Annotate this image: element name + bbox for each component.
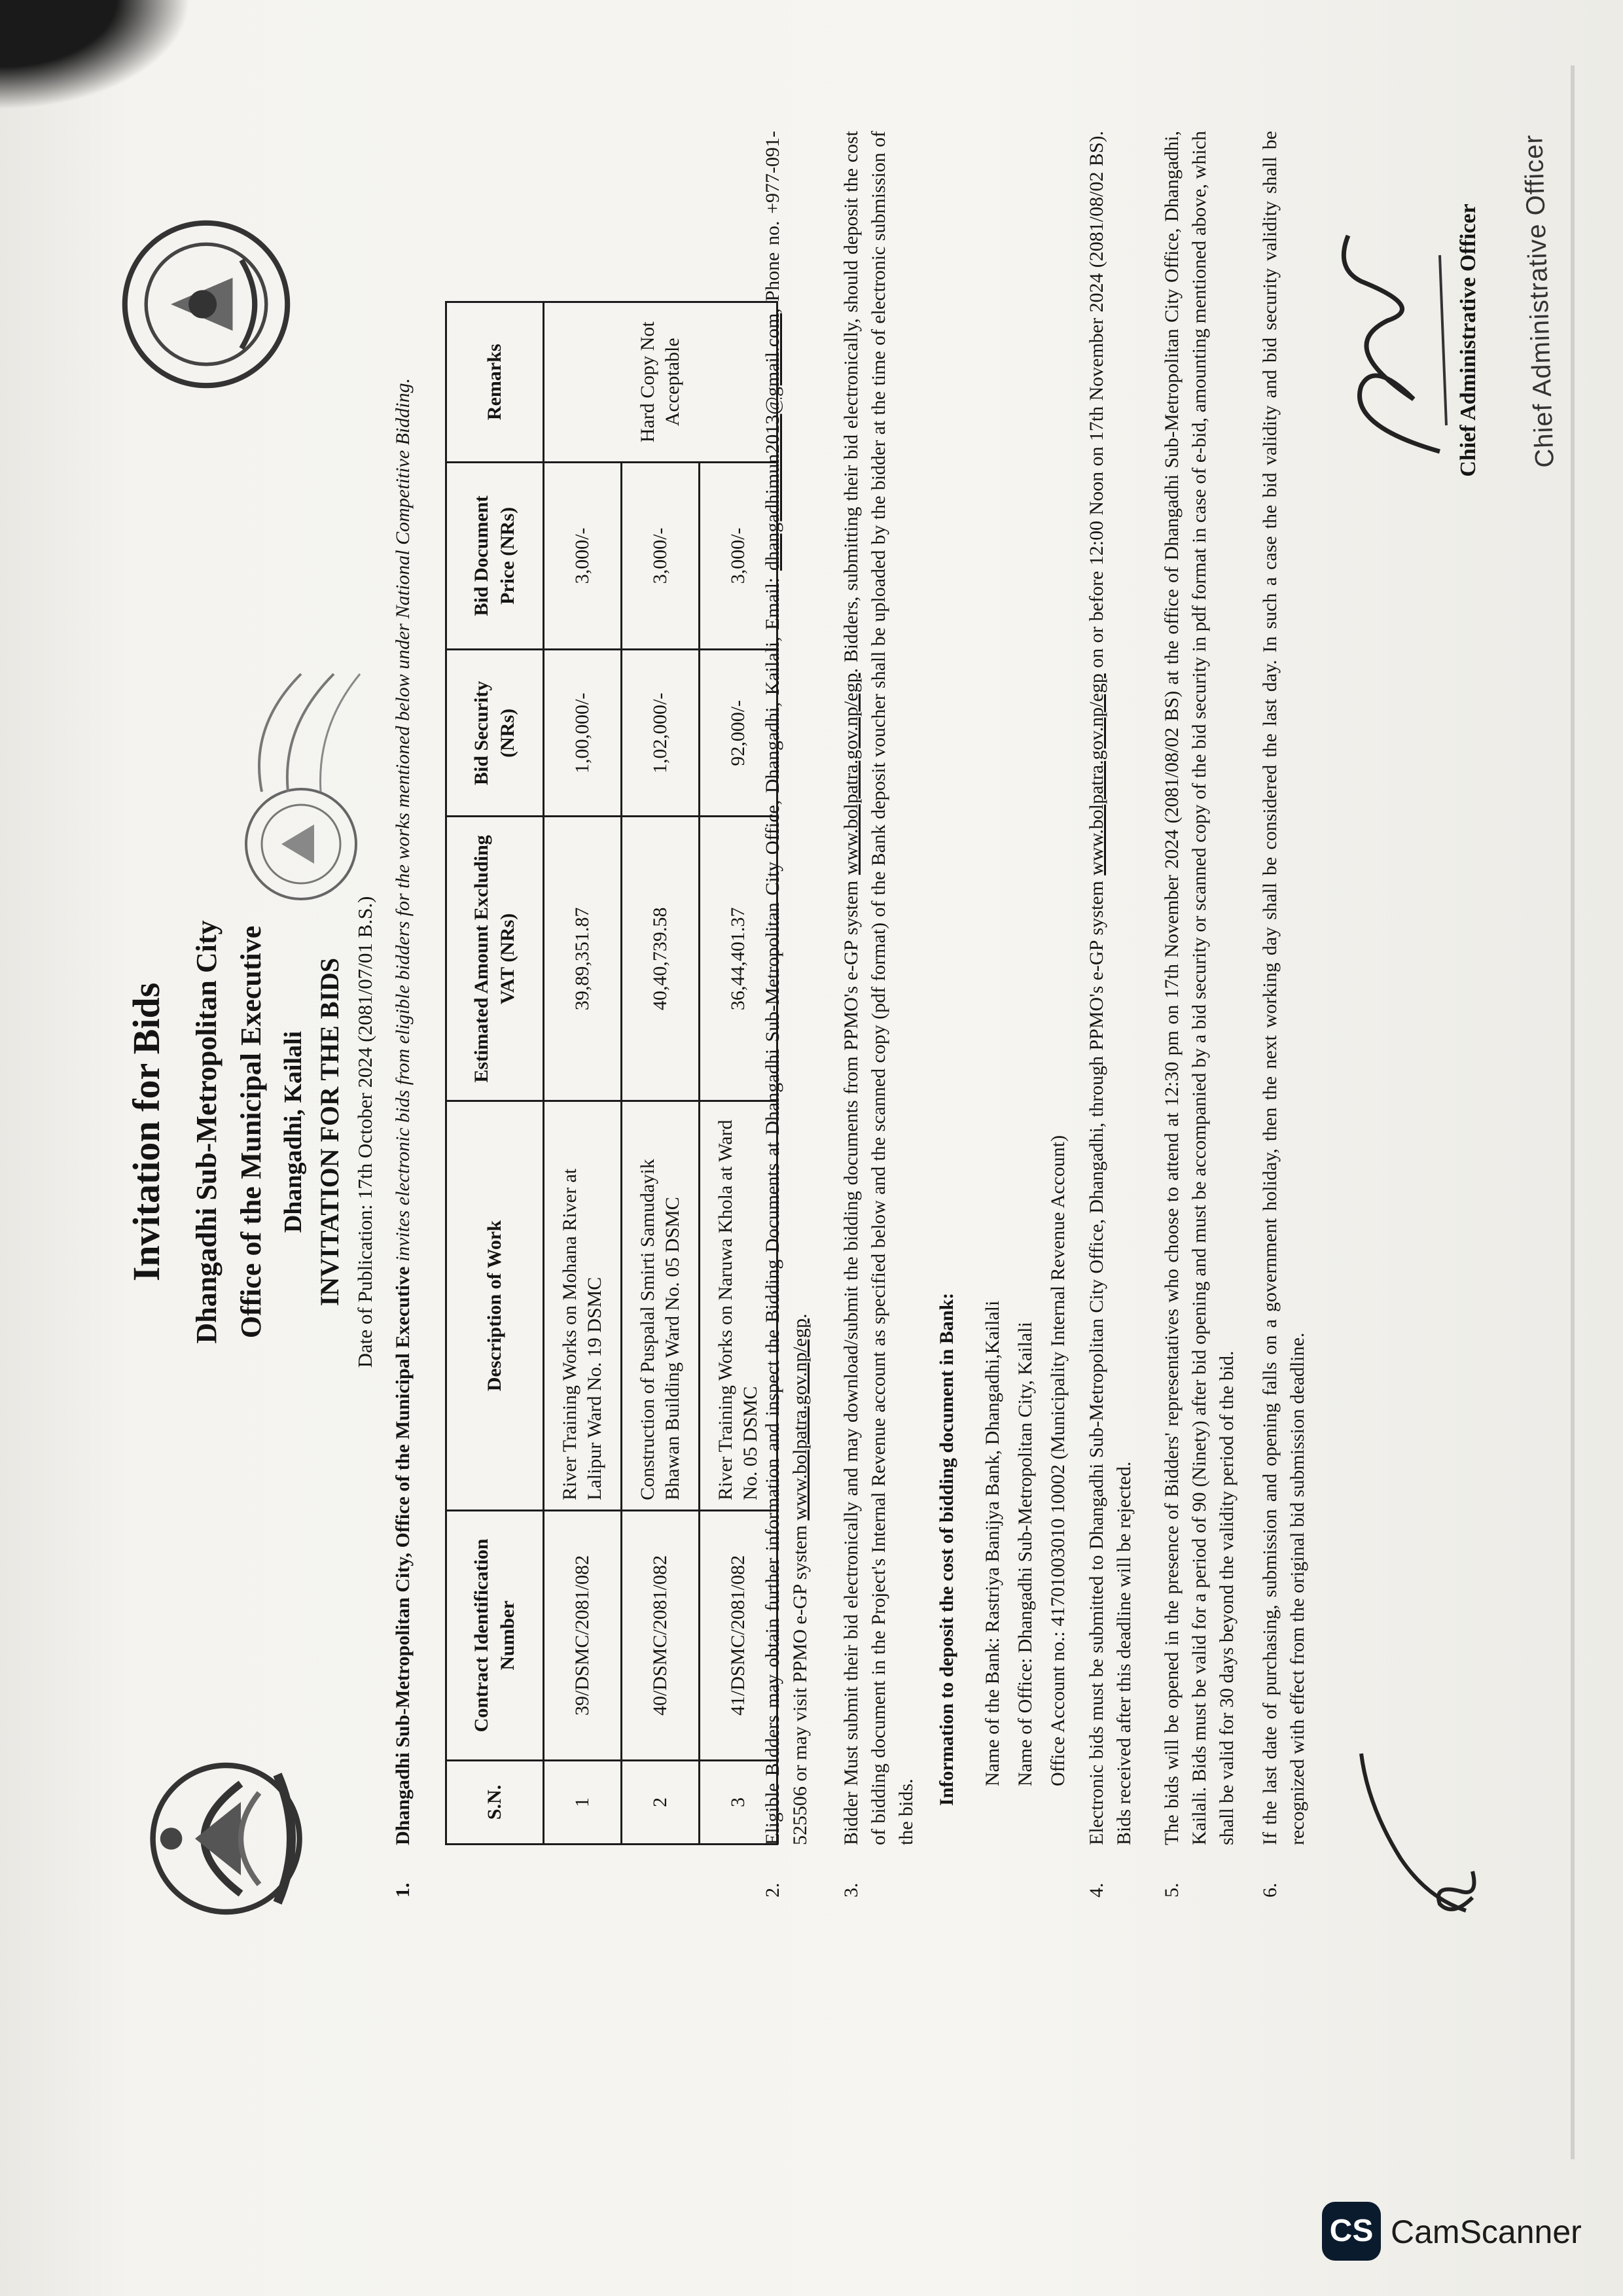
item-3-part-a: Bidder Must submit their bid electronically and may download/submit the bidding documents from PPMO's e-GP system (840, 875, 862, 1845)
office-name: Office of the Municipal Executive (235, 925, 267, 1339)
table-header-row (446, 302, 544, 1845)
cell-sn: 1 (544, 1760, 622, 1844)
item-number-3: 3. (840, 1882, 862, 1898)
item-number-4: 4. (1086, 1882, 1107, 1898)
item-2-part-a: Eligible Bidders may obtain further information and inspect the Bidding Documents at Dhangadhi Sub-Metropolitan City Office, Dhangadhi, Kailali, Email: (762, 571, 783, 1845)
camscanner-logo-icon: CS (1322, 2202, 1381, 2261)
cell-contract-id: 41/DSMC/2081/082 (700, 1510, 777, 1760)
item-2-part-c: . (789, 1313, 811, 1319)
item-1-text (389, 131, 417, 1845)
organization-name: Dhangadhi Sub-Metropolitan City (190, 920, 223, 1344)
signer-title: Chief Administrative Officer (1456, 203, 1480, 477)
egp-link[interactable]: www.bolpatra.gov.np/egp (789, 1318, 811, 1521)
item-number-2: 2. (762, 1882, 783, 1898)
header-bid-document-price: Bid Document Price (NRs) (446, 462, 544, 650)
table-row (544, 302, 622, 1845)
item-1-rest: invites electronic bids from eligible bidders for the works mentioned below under National Competitive Bidding. (392, 378, 414, 1267)
item-4-part-b: on or before 12:00 Noon on 17th November 2024 (2081/08/02 BS). Bids received after this deadline will be rejected. (1086, 131, 1135, 1845)
header-contract-id: Contract Identification Number (446, 1510, 544, 1760)
item-number-1: 1. (392, 1882, 414, 1898)
cell-price: 3,000/- (544, 462, 622, 650)
cell-security: 92,000/- (700, 650, 777, 817)
table-row (622, 302, 700, 1845)
contact-email-link[interactable]: dhangadhimun2013@gmail.com (762, 313, 783, 571)
item-6-text: If the last date of purchasing, submission and opening falls on a government holiday, then the next working day shall be considered the last day. In such a case the bid validity and bid security validity shall be recognized with effect from the original bid submission deadline. (1259, 131, 1308, 1845)
item-number-5: 5. (1161, 1882, 1183, 1898)
item-3-part-b: . Bidders, submitting their bid electronically, should deposit the cost of bidding document in the Project's Internal Revenue account as specified below and the scanned copy (pdf format) of the Bank deposit voucher shall be uploaded by the bidder at the time of electronic submission of the bids. (840, 131, 917, 1845)
cell-description: River Training Works on Naruwa Khola at Ward No. 05 DSMC (700, 1101, 777, 1510)
item-3-text (838, 131, 920, 1845)
nepal-emblem-icon (131, 1747, 314, 1930)
cell-amount: 40,40,739.58 (622, 817, 700, 1101)
egp-link[interactable]: www.bolpatra.gov.np/egp (1086, 673, 1107, 875)
cell-sn: 3 (700, 1760, 777, 1844)
cell-price: 3,000/- (700, 462, 777, 650)
item-2-part-b: , Phone no. +977-091-525506 or may visit PPMO e-GP system (762, 131, 811, 1845)
header-remarks: Remarks (446, 302, 544, 463)
office-name-line: Name of Office: Dhangadhi Sub-Metropolitan City, Kailali (1014, 1322, 1036, 1786)
cell-contract-id: 40/DSMC/2081/082 (622, 1510, 700, 1760)
municipal-seal-icon (118, 216, 294, 393)
office-account-number: Office Account no.: 41701003010 10002 (Municipality Internal Revenue Account) (1047, 1135, 1069, 1786)
item-2-text (759, 131, 814, 1845)
cell-description: River Training Works on Mohana River at Lalipur Ward No. 19 DSMC (544, 1101, 622, 1510)
notice-heading: INVITATION FOR THE BIDS (315, 957, 344, 1307)
egp-link[interactable]: www.bolpatra.gov.np/egp (840, 673, 862, 875)
header-sn: S.N. (446, 1760, 544, 1844)
publication-date: Date of Publication: 17th October 2024 (2081/07/01 B.S.) (353, 896, 376, 1368)
cell-contract-id: 39/DSMC/2081/082 (544, 1510, 622, 1760)
cell-remarks: Hard Copy Not Acceptable (544, 302, 777, 463)
left-signature-icon (1348, 1740, 1492, 1937)
bank-info-heading: Information to deposit the cost of bidding document in Bank: (936, 1292, 957, 1806)
header-estimated-amount: Estimated Amount Excluding VAT (NRs) (446, 817, 544, 1101)
cell-price: 3,000/- (622, 462, 700, 650)
item-5-text: The bids will be opened in the presence of Bidders' representatives who choose to attend at 12:30 pm on 17th November 2024 (2081/08/02 BS) at the office of Dhangadhi Sub-Metropolitan City Office, Dhangadhi, Kailali. Bids must be valid for a period of 90 (Ninety) after bid opening and must be accompanied by a bid security or scanned copy of the bid security in pdf format in case of e-bid, amounting mentioned above, which shall be valid for 30 days beyond the validity period of the bid. (1161, 131, 1238, 1845)
officer-signature-icon (1309, 216, 1466, 478)
bid-notice-document (26, 0, 1597, 2212)
cell-description: Construction of Puspalal Smirti Samudayik Bhawan Building Ward No. 05 DSMC (622, 1101, 700, 1510)
cell-amount: 36,44,401.37 (700, 817, 777, 1101)
header-bid-security: Bid Security (NRs) (446, 650, 544, 817)
document-title: Invitation for Bids (125, 982, 168, 1282)
item-1-bold: Dhangadhi Sub-Metropolitan City, Office of the Municipal Executive (392, 1266, 414, 1845)
header-description: Description of Work (446, 1101, 544, 1510)
camscanner-label: CamScanner (1391, 2214, 1582, 2250)
item-number-6: 6. (1259, 1882, 1281, 1898)
cell-sn: 2 (622, 1760, 700, 1844)
office-location: Dhangadhi, Kailali (279, 1031, 307, 1233)
bid-works-table (445, 301, 778, 1845)
cell-security: 1,00,000/- (544, 650, 622, 817)
signer-rubber-stamp: Chief Administrative Officer (1519, 133, 1560, 468)
item-4-part-a: Electronic bids must be submitted to Dhangadhi Sub-Metropolitan City Office, Dhangadhi, through PPMO's e-GP system (1086, 875, 1107, 1845)
cell-security: 1,02,000/- (622, 650, 700, 817)
cell-amount: 39,89,351.87 (544, 817, 622, 1101)
item-4-text (1083, 131, 1138, 1845)
bank-name: Name of the Bank: Rastriya Banijya Bank, Dhangadhi,Kailali (982, 1300, 1003, 1786)
